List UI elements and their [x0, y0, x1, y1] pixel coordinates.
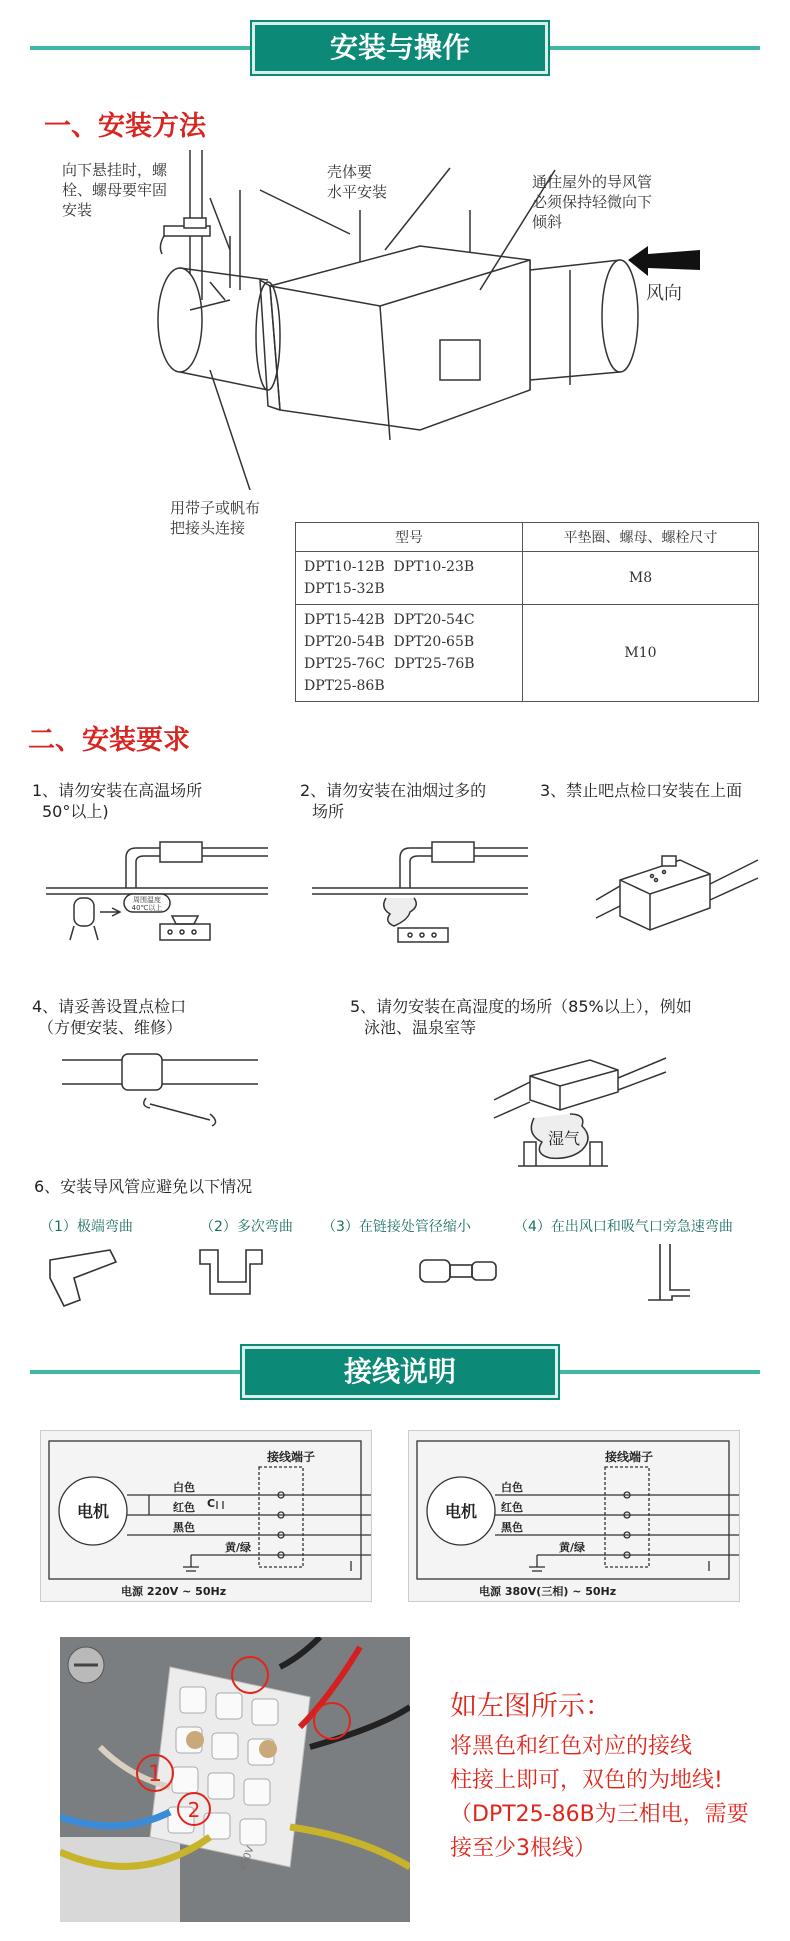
- case-1-label: （1）极端弯曲: [40, 1219, 133, 1235]
- banner-line-left: [30, 1370, 240, 1374]
- note-bolts-line: 安装: [62, 201, 93, 219]
- note-duct-line: 通往屋外的导风管: [532, 173, 653, 191]
- banner-line-left: [30, 46, 250, 50]
- model-line: DPT10-12B DPT10-23B: [304, 559, 475, 575]
- section-title-install-method: 一、安装方法: [44, 111, 206, 142]
- wiring-desc-line: 如左图所示：: [450, 1691, 612, 1722]
- wire-label-red: 红色: [501, 1501, 523, 1514]
- motor-label: 电机: [76, 1502, 110, 1521]
- model-line: DPT25-86B: [304, 678, 385, 694]
- high-temp-illustration: [40, 828, 270, 948]
- banner-line-right: [545, 46, 760, 50]
- model-line: DPT15-42B DPT20-54C: [304, 612, 475, 628]
- req-1-line: 1、请勿安装在高温场所: [32, 781, 203, 800]
- banner-install-ops: 安装与操作: [252, 22, 548, 74]
- inspection-port-top-illustration: [590, 830, 760, 940]
- note-shell-line: 水平安装: [327, 183, 388, 201]
- wiring-desc-line: 柱接上即可，双色的为地线!: [450, 1768, 723, 1793]
- note-bolts-line: 向下悬挂时，螺: [62, 161, 168, 179]
- duct-cases-illustration: [40, 1240, 740, 1320]
- req-2: [300, 780, 486, 822]
- case-4-label: （4）在出风口和吸气口旁急速弯曲: [514, 1219, 733, 1235]
- req-4-line: （方便安装、维修）: [38, 1018, 183, 1037]
- humidity-illustration: [490, 1030, 670, 1170]
- bolt-size-table: [295, 522, 759, 702]
- table-cell-models: [296, 605, 523, 702]
- req-2-line: 场所: [312, 802, 345, 821]
- wire-label-black: 黑色: [501, 1521, 523, 1534]
- wire-label-ground: 黄/绿: [559, 1541, 586, 1554]
- case-2-label: （2）多次弯曲: [200, 1219, 293, 1235]
- fan-installation-illustration: [150, 150, 710, 490]
- wiring-svg-right: [409, 1431, 739, 1601]
- terminal-title: 接线端子: [267, 1450, 316, 1464]
- wiring-diagram-single-phase: [40, 1430, 372, 1602]
- table-header-size: 平垫圈、螺母、螺栓尺寸: [523, 523, 759, 552]
- req-4-line: 4、请妥善设置点检口: [32, 997, 187, 1016]
- wiring-description: [450, 1690, 749, 1866]
- table-row: [296, 552, 759, 605]
- inspection-port-illustration: [60, 1040, 260, 1130]
- wiring-diagram-three-phase: [408, 1430, 740, 1602]
- power-label: 电源 220V ~ 50Hz: [121, 1585, 227, 1598]
- wiring-svg-left: [41, 1431, 371, 1601]
- photo-chip-label: 450V: [237, 1844, 257, 1874]
- note-shell-line: 壳体要: [327, 163, 373, 181]
- photo-mark-1: 1: [148, 1762, 162, 1787]
- wiring-desc-line: （DPT25-86B为三相电，需要: [450, 1802, 749, 1827]
- table-cell-models: [296, 552, 523, 605]
- note-tape-line: 用带子或帆布: [170, 499, 261, 517]
- wire-label-black: 黑色: [173, 1521, 195, 1534]
- req-2-line: 2、请勿安装在油烟过多的: [300, 781, 487, 800]
- model-line: DPT25-76C DPT25-76B: [304, 656, 475, 672]
- photo-mark-2: 2: [187, 1798, 201, 1822]
- model-line: DPT15-32B: [304, 581, 385, 597]
- req-4: [32, 996, 186, 1038]
- wire-label-red: 红色: [173, 1501, 195, 1514]
- req-6: 6、安装导风管应避免以下情况: [34, 1177, 253, 1196]
- terminal-block-photo: [60, 1637, 410, 1922]
- wire-label-white: 白色: [501, 1481, 523, 1494]
- wiring-desc-line: 接至少3根线）: [450, 1836, 596, 1861]
- table-cell-size: M8: [523, 552, 759, 605]
- req-5-line: 泳池、温泉室等: [364, 1018, 477, 1037]
- req-3: 3、禁止吧点检口安装在上面: [540, 781, 743, 800]
- req-1: [32, 780, 202, 822]
- humidity-label: 湿气: [547, 1129, 581, 1148]
- capacitor-label: C: [207, 1497, 216, 1510]
- terminal-photo-svg: [60, 1637, 410, 1922]
- note-duct-line: 必须保持轻微向下: [532, 193, 653, 211]
- req-5-line: 5、请勿安装在高湿度的场所（85%以上），例如: [350, 997, 692, 1016]
- note-tape-line: 把接头连接: [170, 519, 246, 537]
- req-1-line: 50°以上): [42, 802, 109, 821]
- note-duct-line: 倾斜: [532, 213, 563, 231]
- motor-label: 电机: [444, 1502, 478, 1521]
- note-tape: [170, 498, 260, 538]
- banner-line-right: [555, 1370, 760, 1374]
- section-title-install-requirements: 二、安装要求: [28, 725, 190, 756]
- banner-wiring: 接线说明: [242, 1346, 558, 1398]
- power-label: 电源 380V(三相) ~ 50Hz: [479, 1585, 617, 1598]
- req1-tag-line: 周围温度: [133, 896, 161, 904]
- wiring-desc-line: 将黑色和红色对应的接线: [450, 1734, 693, 1759]
- table-header-model: 型号: [296, 523, 523, 552]
- terminal-title: 接线端子: [605, 1450, 654, 1464]
- wind-direction-label: 风向: [646, 283, 682, 304]
- case-3-label: （3）在链接处管径缩小: [322, 1219, 471, 1235]
- table-row: [296, 605, 759, 702]
- wire-label-ground: 黄/绿: [225, 1541, 252, 1554]
- wire-label-white: 白色: [173, 1481, 195, 1494]
- oil-smoke-illustration: [310, 828, 530, 948]
- req1-tag-line: 40℃以上: [131, 904, 163, 912]
- table-cell-size: M10: [523, 605, 759, 702]
- model-line: DPT20-54B DPT20-65B: [304, 634, 475, 650]
- note-bolts-line: 栓、螺母要牢固: [62, 181, 168, 199]
